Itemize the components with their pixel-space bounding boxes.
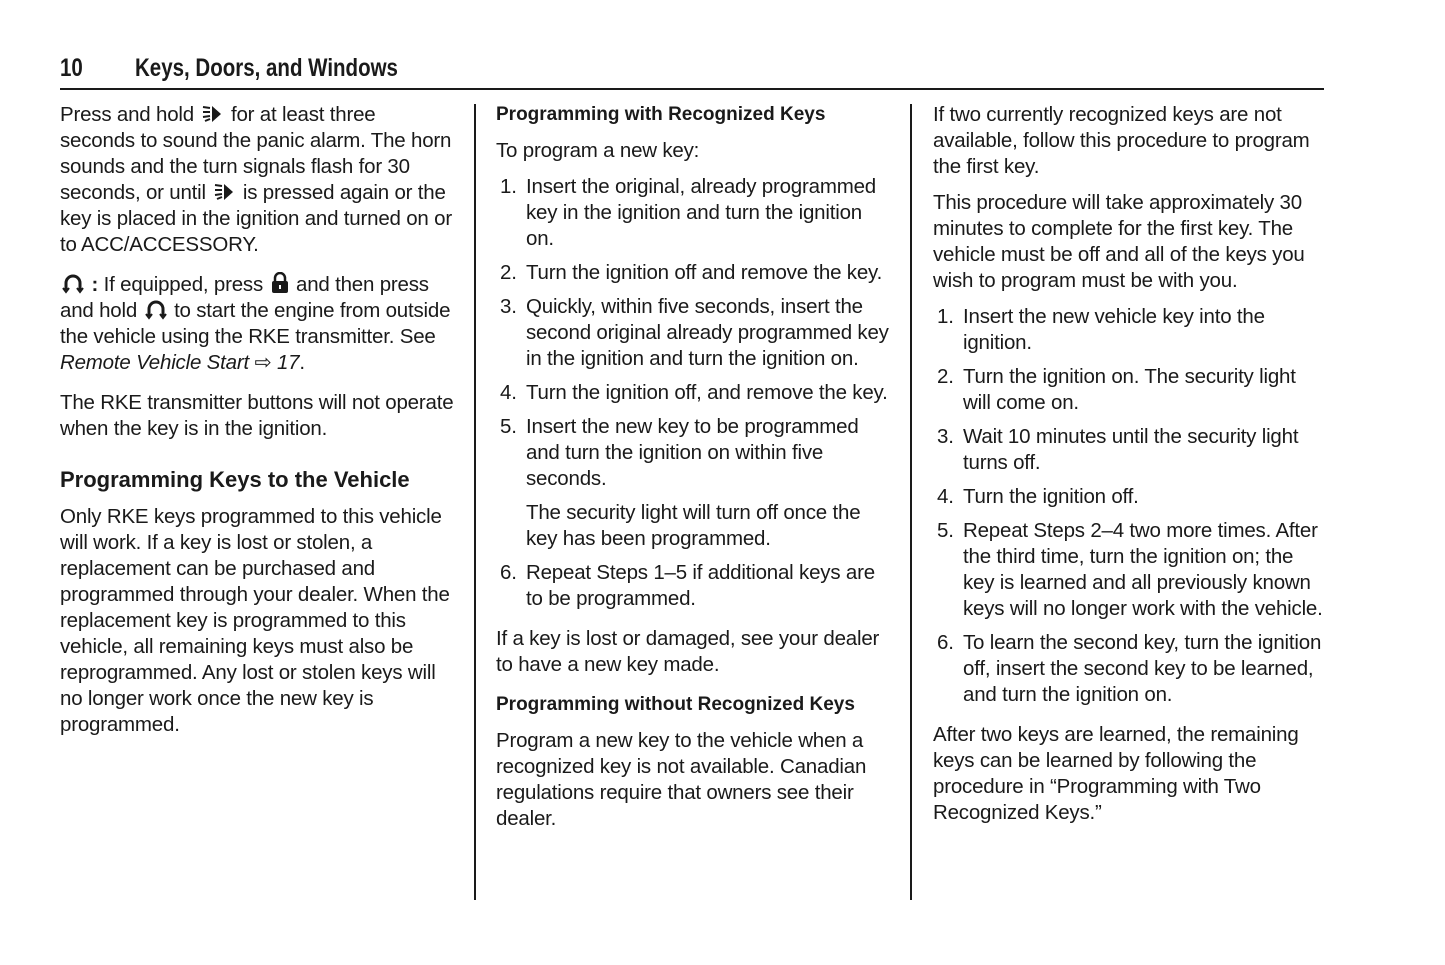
list-item: 3. Wait 10 minutes until the security light turns off. [937, 425, 1299, 474]
page-reference[interactable]: 17 [276, 351, 300, 374]
first-key-steps-list [933, 304, 1325, 708]
list-item: 3. Quickly, within five seconds, insert the second original already programmed key in the ignition and turn the ignition on. [500, 295, 889, 370]
list-item: 6. To learn the second key, turn the ignition off, insert the second key to be learned, and turn the ignition on. [937, 631, 1322, 706]
list-item: 4. Turn the ignition off. [937, 485, 1139, 508]
remote-start-icon [62, 272, 84, 294]
page-header [60, 52, 1324, 90]
page-number: 10 [60, 54, 83, 82]
column-divider-left [474, 104, 476, 900]
rke-note-paragraph: The RKE transmitter buttons will not operate when the key is in the ignition. [60, 391, 454, 440]
remote-start-link[interactable]: Remote Vehicle Start [60, 351, 249, 374]
remote-start-icon [145, 298, 167, 320]
page-ref-arrow-icon: ⇨ [254, 351, 272, 374]
section-paragraph: Only RKE keys programmed to this vehicle will work. If a key is lost or stolen, a replacement can be purchased and programmed through your dealer. When the replacement key is programmed to this vehicle, all remaining keys must also be reprogrammed. Any lost or stolen keys will no longer work once the new key is programmed. [60, 505, 450, 736]
recognized-steps-list [496, 174, 891, 612]
list-item: 6. Repeat Steps 1–5 if additional keys are to be programmed. [500, 561, 875, 610]
panic-alarm-icon [213, 182, 235, 202]
column-left [60, 102, 455, 748]
subheading-without-recognized-keys: Programming without Recognized Keys [496, 694, 855, 715]
column-middle [496, 102, 891, 842]
column-right [933, 102, 1325, 836]
remote-start-paragraph: : If equipped, press and then press and hold to start the engine from outside the vehicle using the RKE transmitter. See Remote Vehicle Start ⇨ 17. [60, 273, 451, 374]
panic-alarm-paragraph: Press and hold for at least three seconds to sound the panic alarm. The horn sounds and the turn signals flash for 30 seconds, or until is pressed again or the key is placed in the ignition and turned on or to ACC/ACCESSORY. [60, 103, 452, 256]
intro-paragraph: To program a new key: [496, 139, 700, 162]
step-note: The security light will turn off once the key has been programmed. [526, 501, 861, 550]
subheading-recognized-keys: Programming with Recognized Keys [496, 104, 826, 125]
list-item: 2. Turn the ignition on. The security light will come on. [937, 365, 1296, 414]
chapter-title: Keys, Doors, and Windows [135, 54, 398, 82]
list-item: 5. Insert the new key to be programmed and turn the ignition on within five seconds. [500, 415, 859, 490]
lost-key-paragraph: If a key is lost or damaged, see your dealer to have a new key made. [496, 627, 880, 676]
without-keys-paragraph: Program a new key to the vehicle when a recognized key is not available. Canadian regulations require that owners see their dealer. [496, 729, 867, 830]
intro-paragraph-2: This procedure will take approximately 30 minutes to complete for the first key. The vehicle must be off and all of the keys you wish to program must be with you. [933, 191, 1305, 292]
list-item: 1. Insert the original, already programmed key in the ignition and turn the ignition on. [500, 175, 876, 250]
list-item: 5. Repeat Steps 2–4 two more times. After the third time, turn the ignition on; the key is learned and all previously known keys will no longer work with the vehicle. [937, 519, 1323, 620]
list-item: 4. Turn the ignition off, and remove the key. [500, 381, 888, 404]
panic-alarm-icon [201, 104, 223, 124]
after-paragraph: After two keys are learned, the remaining keys can be learned by following the procedure in “Programming with Two Recognized Keys.” [933, 723, 1299, 824]
section-heading: Programming Keys to the Vehicle [60, 467, 410, 492]
intro-paragraph-1: If two currently recognized keys are not available, follow this procedure to program the first key. [933, 103, 1310, 178]
lock-icon [271, 272, 289, 294]
column-divider-right [910, 104, 912, 900]
list-item: 2. Turn the ignition off and remove the key. [500, 261, 883, 284]
list-item: 1. Insert the new vehicle key into the ignition. [937, 305, 1265, 354]
